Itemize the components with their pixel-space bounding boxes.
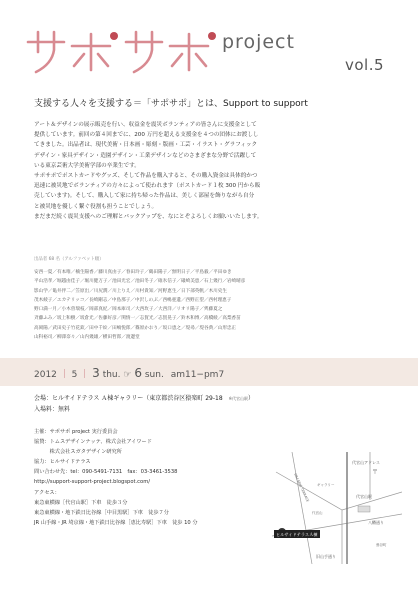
body-line: アート＆デザインの展示販売を行い、収益金を震災ボランティアの皆さんに支援金として bbox=[34, 122, 257, 128]
body-line: 提供しています。前回の第４回までに、200 万円を超える支援金を４つの団体にお渡しし bbox=[34, 132, 259, 139]
venue-label: 会場：ヒルサイドテラス Ａ棟ギャラリー（東京都渋谷区猿楽町 29-18 bbox=[34, 395, 223, 402]
body-text bbox=[34, 120, 384, 222]
participants-line: 斉藤ふみ／坂上和樹／坂倉光／佐藤好彦／関情一／志賀光／志賀晃子／鈴木和博／高橋綾／高梨香苗 bbox=[34, 316, 241, 322]
headline: 支援する人々を支援する＝「サポサポ」とは、Support to support bbox=[34, 99, 308, 109]
map-street-1: 八幡通り bbox=[368, 520, 384, 525]
body-line: 迅速に被災地でボランティアの方々によって使われます（ポストカード１枚 300 円から販 bbox=[34, 183, 261, 190]
arrow-icon: ☞ bbox=[123, 370, 132, 380]
venue-note: ※代官山駅 bbox=[228, 396, 249, 401]
body-line: サポサポでポストカードやグッズ、そして作品を購入すると、その購入資金は具体的かつ bbox=[34, 173, 258, 180]
participants-line: 影山学／亀井伴二／笠原出／川尻潤／川上りえ／川村貴知／河野恵生／日下部英帆／木川史生 bbox=[34, 288, 227, 294]
participants-line: 安西一夏／有本唯／楠生陽香／藤川真由子／春田玲子／鶴田陽子／無明日子／平島毅／平田ゆき bbox=[34, 270, 232, 275]
info-line: 問い合わせ先：tel：090-5491-7131 fax：03-3461-3538 bbox=[34, 469, 178, 476]
hours: am11−pm7 bbox=[170, 370, 225, 380]
info-line: 協力：ヒルサイドテラス bbox=[34, 459, 91, 466]
year: 2012 bbox=[34, 370, 57, 380]
end-weekday: sun. bbox=[144, 370, 164, 380]
info-line: 東急東横線・地下鉄日比谷線［中目黒駅］下車 徒歩７分 bbox=[34, 509, 169, 516]
volume-number: vol.5 bbox=[345, 56, 385, 74]
website-link[interactable]: http://support-support-project.blogspot.com/ bbox=[34, 479, 151, 486]
admission: 入場料：無料 bbox=[34, 406, 71, 413]
info-line: 主催：サポサポ project 実行委員会 bbox=[34, 429, 118, 435]
month: 5 bbox=[71, 370, 78, 380]
access-map bbox=[272, 452, 402, 564]
participants-line: 野口満一月／小木曽瑞枝／岡部真紀／岡本庫司／大西玫子／大西洋／リオリ陽子／齊藤夏之 bbox=[34, 307, 223, 313]
body-line: いる東京芸術大学美術学部の卒業生です。 bbox=[34, 162, 140, 169]
map-station2: 代官山アドレス bbox=[352, 460, 380, 465]
participants-list bbox=[34, 268, 386, 342]
map-south-label: 鶯谷町 bbox=[376, 543, 387, 547]
map-street-2: 旧山手通り bbox=[316, 554, 336, 559]
start-day: 3 bbox=[92, 366, 100, 380]
map-post-icon: 〒 bbox=[372, 469, 379, 476]
participants-line: 山科裕司／柳澤奈々／山内幾雄／横田哲郎／渡邊堂 bbox=[34, 335, 140, 341]
info-block bbox=[34, 427, 254, 528]
body-line: デザイン・家具デザイン・造園デザイン・工業デザインなどのさまざまな分野で活躍して bbox=[34, 152, 257, 159]
info-line: 東急東横線［代官山駅］下車 徒歩３分 bbox=[34, 499, 128, 506]
map-station: 代官山駅 bbox=[356, 494, 372, 499]
map-venue-label: ヒルサイドテラスＡ棟 bbox=[276, 532, 318, 537]
participants-line: 茂木綾子／エカテリッコ／長崎剛志／中島那子／中沢しのぶ／西嶋亜遺／西野正望／西村理恵子 bbox=[34, 297, 232, 303]
map-hillside-label: HILLSIDE TERRACE bbox=[293, 472, 310, 503]
end-day: 6 bbox=[134, 366, 142, 380]
info-line: JR 山手線・JR 埼京線・地下鉄日比谷線［恵比寿駅］下車 徒歩 10 分 bbox=[34, 519, 198, 526]
body-line: 売しています)。そして、購入して家に持ち帰った作品は、美しく部屋を飾りながら自分 bbox=[34, 193, 255, 200]
venue-block: 会場：ヒルサイドテラス Ａ棟ギャラリー（東京都渋谷区猿楽町 29-18 ※代官山駅） 入場料：無料 bbox=[34, 395, 255, 413]
participants-line: 高岡陽／武田史子竹花欽／田中千絵／田嶋悦郎／篠原かおり／坂口恵之／堤尋／堤谷典／山形忠正 bbox=[34, 325, 237, 331]
svg-text:project: project bbox=[222, 31, 295, 53]
body-line: と被災地を優しく繋ぐ役割も担うことでしょう。 bbox=[34, 203, 158, 210]
info-line: 株式会社スガタデザイン研究所 bbox=[34, 449, 122, 456]
info-line: 協賛：トムスデザインナッテ、株式会社アイワード bbox=[34, 439, 152, 446]
map-daikanyama-label: 代官山 bbox=[312, 511, 323, 515]
participants-line: 平山浩孝／堀越由佳子／堀川健万子／池田光宏／池田冬子／碓氷信子／礒崎美恵／石上幾行／岩崎晴彦 bbox=[34, 279, 246, 285]
event-dates: 2012 ｜ 5 ｜ 3 thu. ☞ 6 sun. am11−pm7 bbox=[34, 366, 225, 380]
map-gallery-label: ギャラリー bbox=[317, 483, 335, 487]
body-line: まだまだ続く震災支援へのご理解とバックアップを、なにとぞよろしくお願いいたします。 bbox=[34, 213, 263, 220]
body-line: てきました。出品者は、現代美術・日本画・彫刻・版画・工芸・イラスト・グラフィック bbox=[34, 142, 258, 149]
start-weekday: thu. bbox=[102, 370, 121, 380]
participants-label: 出品者 68 名（アルファベット順） bbox=[34, 257, 104, 262]
info-line: アクセス： bbox=[34, 489, 60, 496]
logo bbox=[26, 28, 396, 76]
